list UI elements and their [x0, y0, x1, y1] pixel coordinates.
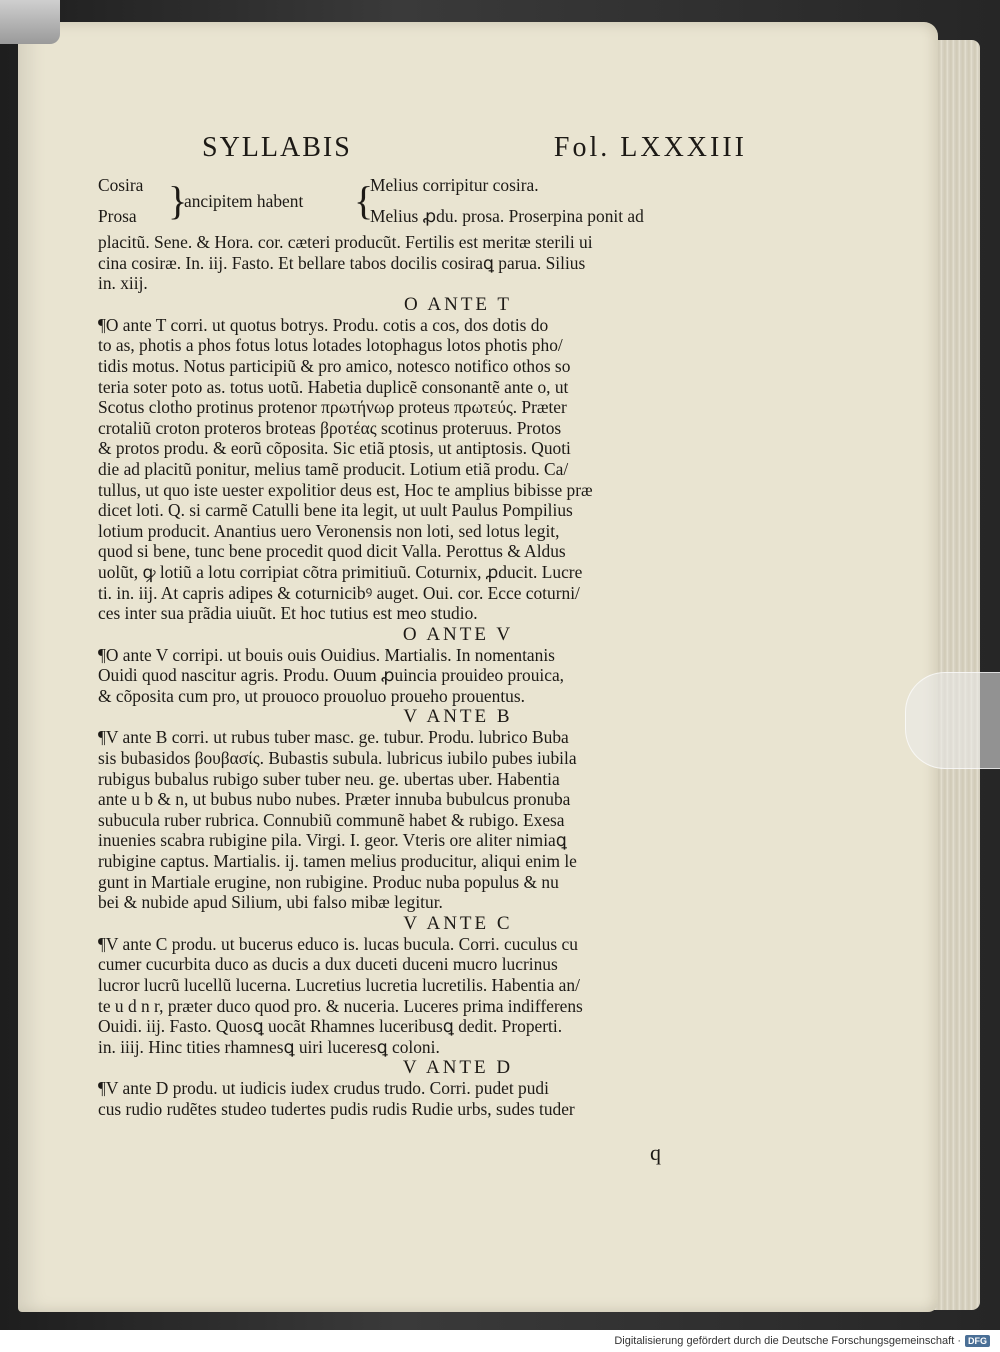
syllable-block [98, 170, 738, 232]
text-line: in. xiij. [98, 273, 148, 294]
digitization-footer [0, 1330, 1000, 1352]
text-line: ¶O ante T corri. ut quotus botrys. Produ. cotis a cos, dos dotis do [98, 314, 549, 335]
syl-middle: ancipitem habent [184, 190, 304, 211]
section-heading: O ANTE V [402, 623, 514, 645]
text-line: ti. in. iij. At capris adipes & coturnicibꝰ auget. Oui. cor. Ecce coturni/ [98, 582, 580, 603]
section-heading: V ANTE B [403, 706, 513, 728]
text-line: Ouidi quod nascitur agris. Produ. Ouum ꝓuincia prouideo prouica, [98, 665, 565, 686]
running-title: SYLLABIS [202, 132, 352, 163]
text-line: rubigus bubalus rubigo suber tuber neu. ge. ubertas uber. Habentia [98, 768, 560, 789]
text-line: te u d n r, præter duco quod pro. & nuceria. Luceres prima indifferens [98, 995, 583, 1016]
syl-left-top: Cosira [98, 175, 144, 195]
paragraph-o-ante-t [98, 315, 738, 624]
running-header [98, 130, 747, 166]
text-line: ante u b & n, ut bubus nubo nubes. Præter innuba bubulcus pronuba [98, 789, 571, 810]
section-heading: V ANTE C [403, 912, 513, 934]
text-line: ces inter sua prãdia uiuũt. Et hoc tutius est meo studio. [98, 603, 478, 624]
text-line: lotium producit. Anantius uero Veronensis non loti, sed lotus legit, [98, 520, 560, 541]
text-line: ¶O ante V corripi. ut bouis ouis Ouidius. Martialis. In nomentanis [98, 644, 555, 665]
paragraph-v-ante-d [98, 1078, 738, 1119]
text-line: teria soter poto as. totus uotũ. Habetia duplicẽ consonantẽ ante o, ut [98, 376, 569, 397]
text-line: placitũ. Sene. & Hora. cor. cæteri producũt. Fertilis est meritæ sterili ui [98, 232, 593, 252]
section-heading: O ANTE T [403, 293, 513, 315]
syl-right-bottom: Melius ꝓdu. prosa. Proserpina ponit ad [370, 206, 644, 227]
footer-credit: Digitalisierung gefördert durch die Deutsche Forschungsgemeinschaft · [614, 1335, 961, 1347]
text-line: crotaliũ croton proteros broteas βροτέας scotinus proteruus. Protos [98, 417, 562, 438]
paragraph-v-ante-b [98, 727, 738, 912]
text-line: cina cosiræ. In. iij. Fasto. Et bellare tabos docilis cosiraꝗ parua. Silius [98, 252, 586, 273]
text-line: tidis motus. Notus participiũ & pro amico, notesco notifico othos so [98, 355, 571, 376]
text-line: inuenies scabra rubigine pila. Virgi. I. geor. Vteris ore aliter nimiaꝗ [98, 830, 567, 851]
text-line: sis bubasidos βουβασίς. Bubastis subula. lubricus iubilo pubes iubila [98, 748, 577, 769]
text-line: in. iiij. Hinc tities rhamnesꝗ uiri luceresꝗ coloni. [98, 1036, 440, 1057]
text-line: gunt in Martiale erugine, non rubigine. Produc nuba populus & nu [98, 871, 559, 892]
clamp-right [905, 672, 1000, 769]
text-line: rubigine captus. Martialis. ij. tamen melius producitur, aliqui enim le [98, 851, 577, 872]
paragraph-v-ante-c [98, 934, 738, 1058]
clamp-top-left [0, 0, 60, 44]
brace-left: } [168, 178, 188, 223]
text-line: & protos produ. & eorũ cõposita. Sic etiã ptosis, ut antiptosis. Quoti [98, 438, 571, 459]
section-heading: V ANTE D [402, 1057, 514, 1079]
text-line: Scotus clotho protinus protenor πρωτήνωρ proteus πρωτεύς. Præter [98, 397, 567, 418]
brace-right: { [354, 178, 374, 223]
text-line: die ad placitũ ponitur, melius tamẽ producit. Lotium etiã produ. Ca/ [98, 458, 569, 479]
text-line: to as, photis a phos fotus lotus lotades lotophagus lotos photis pho/ [98, 335, 563, 356]
syl-left-bottom: Prosa [98, 206, 137, 227]
text-line: ¶V ante B corri. ut rubus tuber masc. ge. tubur. Produ. lubrico Buba [98, 727, 569, 748]
text-line: cus rudio rudẽtes studeo tudertes pudis rudis Rudie urbs, sudes tuder [98, 1098, 575, 1119]
page-text [98, 130, 747, 1120]
text-line: ¶V ante C produ. ut bucerus educo is. lucas bucula. Corri. cuculus cu [98, 933, 578, 954]
folio-number: Fol. LXXXIII [553, 132, 747, 163]
paragraph-o-ante-v [98, 645, 738, 707]
paragraph-intro [98, 232, 738, 294]
text-line: cumer cucurbita duco as ducis a dux duceti duceni mucro lucrinus [98, 954, 558, 975]
text-line: ¶V ante D produ. ut iudicis iudex crudus trudo. Corri. pudet pudi [98, 1078, 549, 1099]
text-line: Ouidi. iij. Fasto. Quosꝗ uocãt Rhamnes luceribusꝗ dedit. Properti. [98, 1016, 563, 1037]
text-line: & cõposita cum pro, ut prouoco prouoluo proueho prouentus. [98, 685, 525, 706]
syl-right-top: Melius corripitur cosira. [370, 175, 539, 195]
signature-mark: q [650, 1140, 661, 1165]
text-line: lucror lucrũ lucellũ lucerna. Lucretius lucretia lucretilis. Habentia an/ [98, 975, 580, 995]
text-line: subucula ruber rubrica. Connubiũ communẽ habet & rubigo. Exesa [98, 809, 565, 830]
text-line: tullus, ut quo iste uester expolitior deus est, Hoc te amplius bibisse præ [98, 479, 593, 500]
text-line: bei & nubide apud Silium, ubi falso mibæ legitur. [98, 892, 443, 913]
text-line: uolũt, ꝙ lotiũ a lotu corripiat cõtra primitiuũ. Coturnix, ꝓducit. Lucre [98, 561, 583, 582]
dfg-logo: DFG [965, 1335, 990, 1347]
text-line: dicet loti. Q. si carmẽ Catulli bene ita legit, ut uult Paulus Pompilius [98, 500, 573, 521]
text-line: quod si bene, tunc bene procedit quod dicit Valla. Perottus & Aldus [98, 541, 566, 562]
